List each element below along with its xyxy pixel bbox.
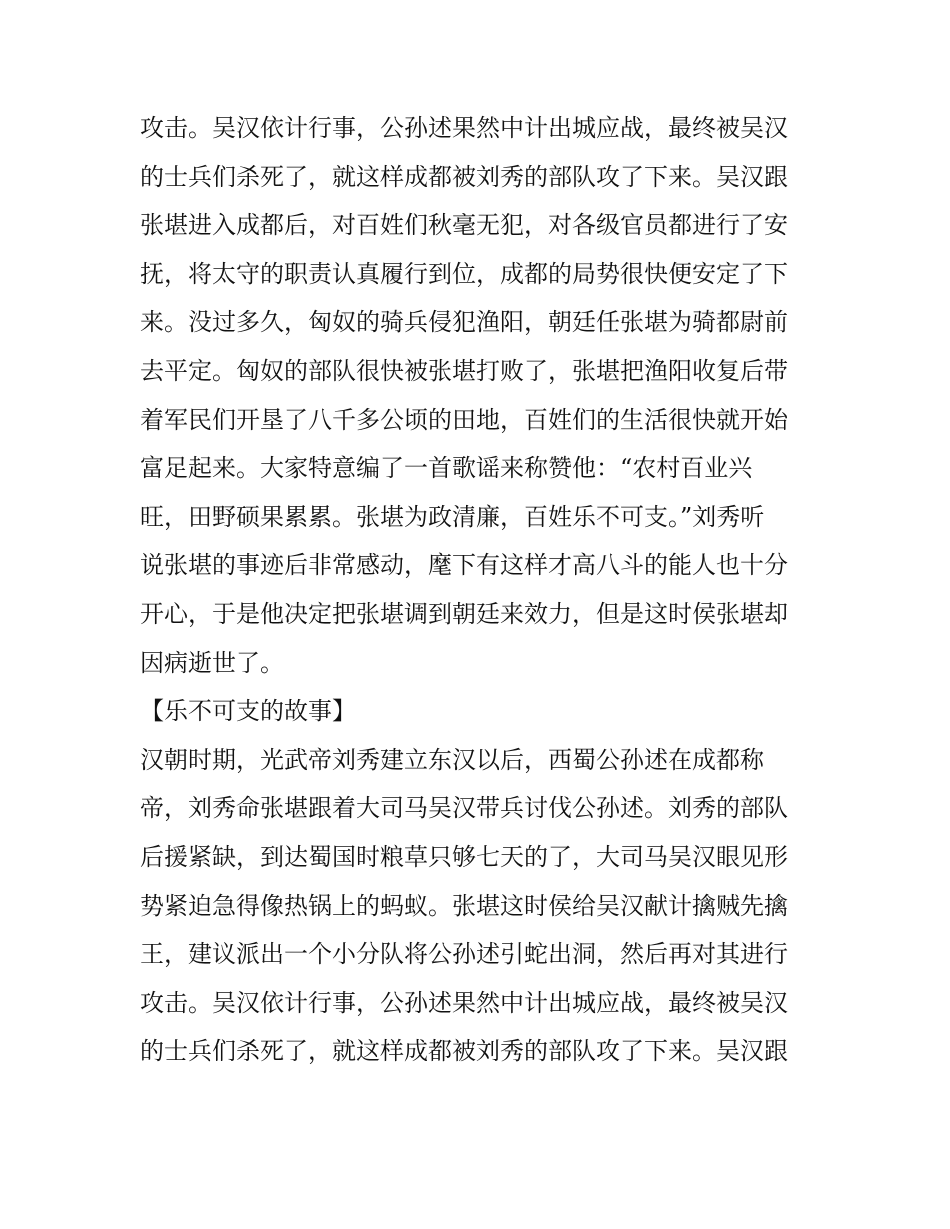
text-line: 后援紧缺，到达蜀国时粮草只够七天的了，大司马吴汉眼见形 [140,842,788,871]
text-line: 富足起来。大家特意编了一首歌谣来称赞他：“农村百业兴 [140,454,753,483]
text-line: 开心，于是他决定把张堪调到朝廷来效力，但是这时侯张堪却 [140,599,788,628]
text-line: 张堪进入成都后，对百姓们秋毫无犯，对各级官员都进行了安 [140,211,788,240]
text-line: 汉朝时期，光武帝刘秀建立东汉以后，西蜀公孙述在成都称 [140,745,764,774]
text-line: 抚，将太守的职责认真履行到位，成都的局势很快便安定了下 [140,259,788,288]
text-line: 帝，刘秀命张堪跟着大司马吴汉带兵讨伐公孙述。刘秀的部队 [140,794,788,823]
text-line: 王，建议派出一个小分队将公孙述引蛇出洞，然后再对其进行 [140,940,788,969]
text-line: 势紧迫急得像热锅上的蚂蚁。张堪这时侯给吴汉献计擒贼先擒 [140,891,788,920]
text-line: 来。没过多久，匈奴的骑兵侵犯渔阳，朝廷任张堪为骑都尉前 [140,308,788,337]
text-line: 去平定。匈奴的部队很快被张堪打败了，张堪把渔阳收复后带 [140,356,788,385]
text-line: 的士兵们杀死了，就这样成都被刘秀的部队攻了下来。吴汉跟 [140,1037,788,1066]
text-line: 着军民们开垦了八千多公顷的田地，百姓们的生活很快就开始 [140,405,788,434]
body-text [140,104,830,1076]
text-line: 的士兵们杀死了，就这样成都被刘秀的部队攻了下来。吴汉跟 [140,162,788,191]
text-line: 因病逝世了。 [140,648,284,677]
text-line: 攻击。吴汉依计行事，公孙述果然中计出城应战，最终被吴汉 [140,988,788,1017]
section-heading: 【乐不可支的故事】 [140,697,356,726]
text-line: 攻击。吴汉依计行事，公孙述果然中计出城应战，最终被吴汉 [140,114,788,142]
text-line: 说张堪的事迹后非常感动，麾下有这样才高八斗的能人也十分 [140,551,788,580]
text-line: 旺，田野硕果累累。张堪为政清廉，百姓乐不可支。”刘秀听 [140,502,765,531]
